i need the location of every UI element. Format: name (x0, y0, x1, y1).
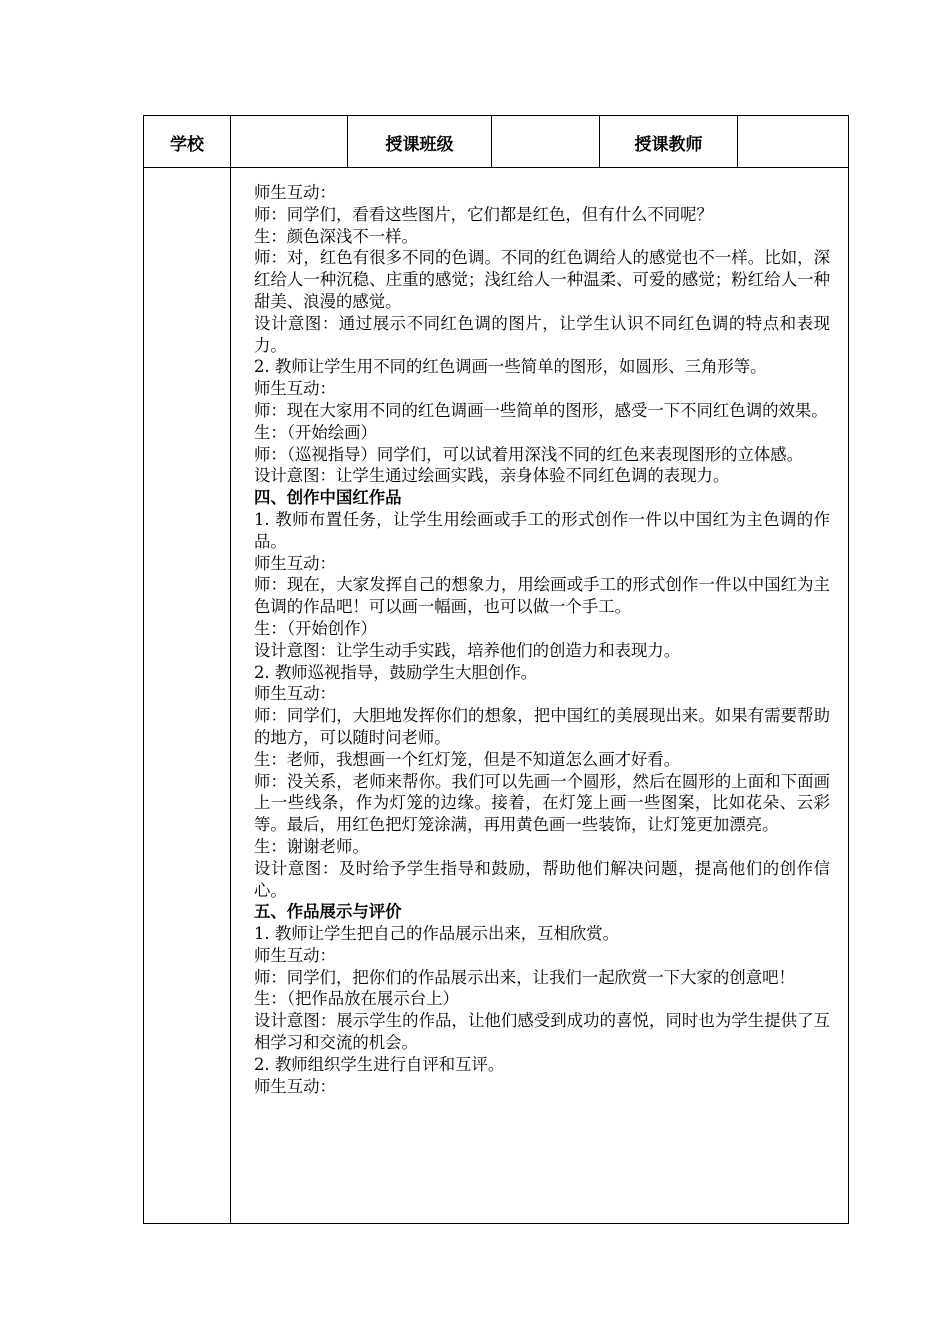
section-heading: 五、作品展示与评价 (254, 902, 402, 922)
content-paragraph: 师：同学们，大胆地发挥你们的想象，把中国红的美展现出来。如果有需要帮助的地方，可以随时问老师。 (254, 706, 830, 747)
content-paragraph: 师：现在，大家发挥自己的想象力，用绘画或手工的形式创作一件以中国红为主色调的作品吧！可以画一幅画，也可以做一个手工。 (254, 575, 830, 617)
content-paragraph: 生：谢谢老师。 (254, 836, 369, 856)
content-paragraph: 师：同学们，把你们的作品展示出来，让我们一起欣赏一下大家的创意吧！ (254, 967, 795, 987)
content-paragraph: 师：没关系，老师来帮你。我们可以先画一个圆形，然后在圆形的上面和下面画上一些线条，作为灯笼的边缘。接着，在灯笼上画一些图案，比如花朵、云彩等。最后，用红色把灯笼涂满，再用黄色画一些装饰，让灯笼更加漂亮。 (254, 771, 830, 835)
content-paragraph: 设计意图：展示学生的作品，让他们感受到成功的喜悦，同时也为学生提供了互相学习和交流的机会。 (254, 1011, 830, 1053)
content-paragraph: 师生互动： (254, 183, 336, 202)
body-column-divider (230, 167, 231, 1223)
content-paragraph: 2. 教师让学生用不同的红色调画一些简单的图形，如圆形、三角形等。 (254, 357, 767, 377)
content-paragraph: 师：（巡视指导）同学们，可以试着用深浅不同的红色来表现图形的立体感。 (254, 444, 804, 464)
content-paragraph: 生：颜色深浅不一样。 (254, 226, 418, 246)
content-paragraph: 设计意图：及时给予学生指导和鼓励，帮助他们解决问题，提高他们的创作信心。 (254, 858, 830, 900)
content-paragraph: 2. 教师组织学生进行自评和互评。 (254, 1054, 505, 1074)
content-paragraph: 1. 教师让学生把自己的作品展示出来，互相欣赏。 (254, 924, 620, 944)
content-paragraph: 师：现在大家用不同的红色调画一些简单的图形，感受一下不同红色调的效果。 (254, 400, 828, 420)
content-paragraph: 生：（开始创作） (254, 618, 377, 638)
teacher-value (738, 116, 848, 168)
content-paragraph: 设计意图：通过展示不同红色调的图片，让学生认识不同红色调的特点和表现力。 (254, 313, 830, 355)
content-paragraph: 生：老师，我想画一个红灯笼，但是不知道怎么画才好看。 (254, 749, 681, 769)
content-paragraph: 师：同学们，看看这些图片，它们都是红色，但有什么不同呢？ (254, 204, 713, 224)
class-value (492, 116, 599, 168)
content-paragraph: 师生互动： (254, 1076, 336, 1096)
content-paragraph: 1. 教师布置任务，让学生用绘画或手工的形式创作一件以中国红为主色调的作品。 (254, 509, 830, 551)
content-paragraph: 师生互动： (254, 945, 336, 965)
content-paragraph: 师：对，红色有很多不同的色调。不同的红色调给人的感觉也不一样。比如，深红给人一种沉稳、庄重的感觉；浅红给人一种温柔、可爱的感觉；粉红给人一种甜美、浪漫的感觉。 (254, 248, 830, 311)
content-paragraph: 生：（开始绘画） (254, 422, 377, 442)
class-label: 授课班级 (385, 134, 454, 155)
content-paragraph: 师生互动： (254, 379, 336, 399)
school-value (231, 116, 347, 168)
lesson-content (254, 182, 830, 1097)
school-label: 学校 (170, 134, 204, 155)
content-paragraph: 生：（把作品放在展示台上） (254, 989, 459, 1009)
content-paragraph: 2. 教师巡视指导，鼓励学生大胆创作。 (254, 662, 538, 682)
section-heading: 四、创作中国红作品 (254, 488, 402, 508)
content-paragraph: 师生互动： (254, 684, 336, 704)
content-paragraph: 设计意图：让学生通过绘画实践，亲身体验不同红色调的表现力。 (254, 466, 730, 486)
content-paragraph: 师生互动： (254, 553, 336, 573)
lesson-plan-table (143, 115, 849, 1224)
content-paragraph: 设计意图：让学生动手实践，培养他们的创造力和表现力。 (254, 640, 681, 660)
teacher-label: 授课教师 (634, 134, 703, 155)
